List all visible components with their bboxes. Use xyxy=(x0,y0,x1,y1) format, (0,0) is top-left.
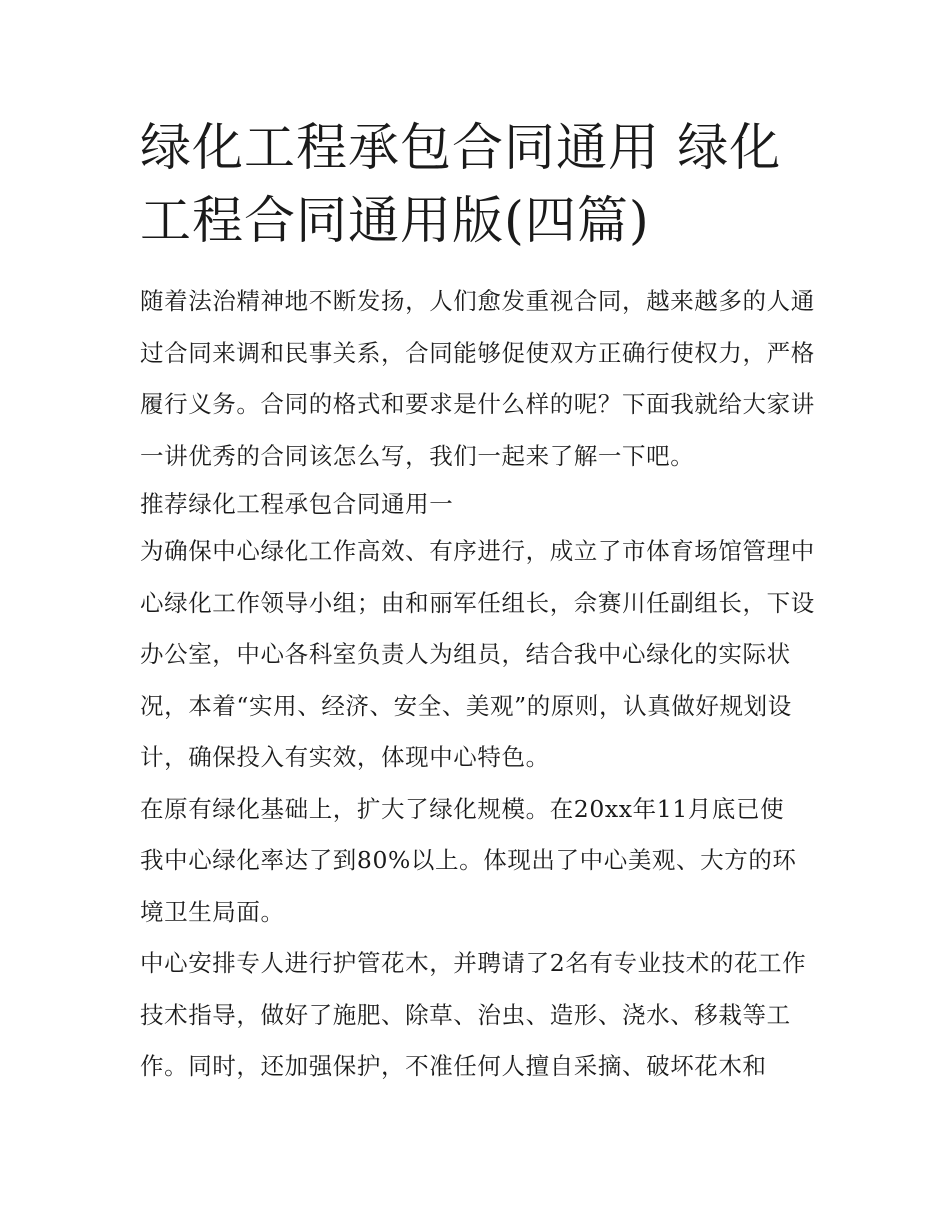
body-paragraph-1: 为确保中心绿化工作高效、有序进行，成立了市体育场馆管理中心绿化工作领导小组；由和丽军任组长，佘赛川任副组长，下设办公室，中心各科室负责人为组员，结合我中心绿化的实际状况，本着“实用、经济、安全、美观”的原则，认真做好规划设计，确保投入有实效，体现中心特色。 xyxy=(140,537,815,771)
section-heading: 推荐绿化工程承包合同通用一 xyxy=(140,490,454,518)
document-body xyxy=(140,276,820,1093)
body-paragraph-2: 在原有绿化基础上，扩大了绿化规模。在20xx年11月底已使我中心绿化率达了到80%以上。体现出了中心美观、大方的环境卫生局面。 xyxy=(140,794,797,926)
body-paragraph-3: 中心安排专人进行护管花木，并聘请了2名有专业技术的花工作技术指导，做好了施肥、除草、治虫、造形、浇水、移栽等工作。同时，还加强保护，不准任何人擅自采摘、破坏花木和 xyxy=(140,949,807,1080)
document-title: 绿化工程承包合同通用 绿化工程合同通用版(四篇) xyxy=(140,119,782,251)
intro-paragraph: 随着法治精神地不断发扬，人们愈发重视合同，越来越多的人通过合同来调和民事关系，合同能够促使双方正确行使权力，严格履行义务。合同的格式和要求是什么样的呢？下面我就给大家讲一讲优秀的合同该怎么写，我们一起来了解一下吧。 xyxy=(140,287,815,470)
